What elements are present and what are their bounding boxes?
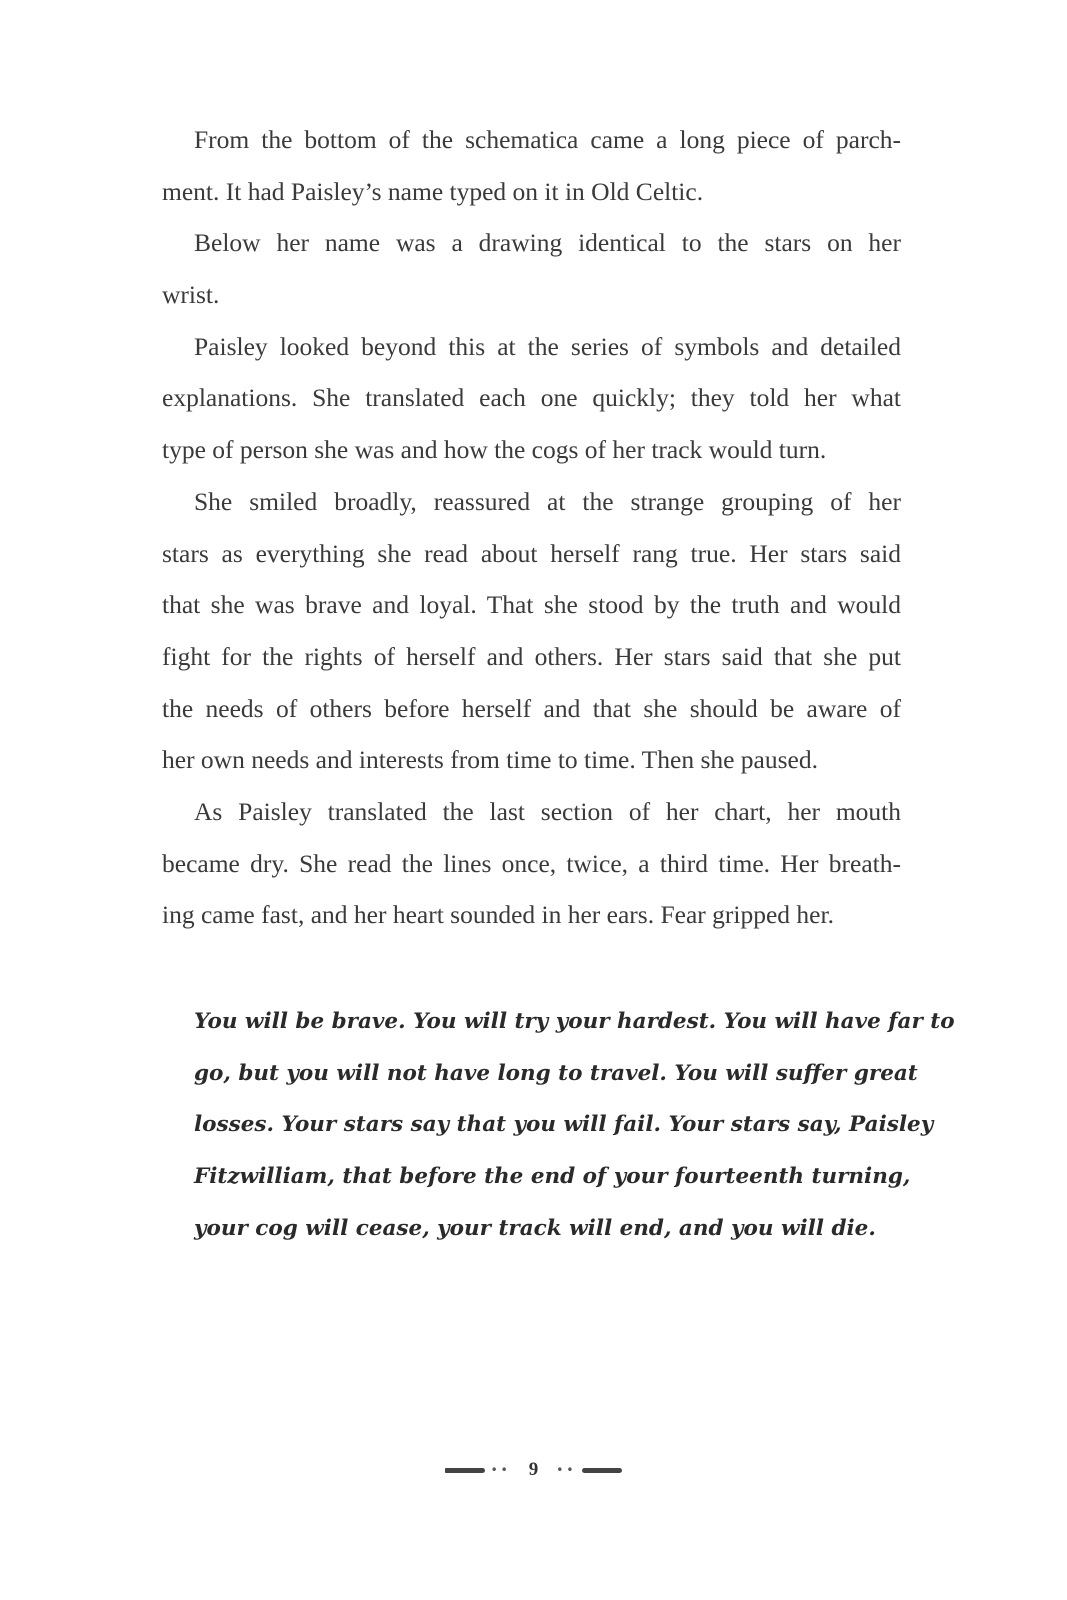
folio-ornament-right — [582, 1468, 622, 1473]
page-folio — [0, 1455, 1067, 1485]
text-line: Paisley looked beyond this at the series of symbols and detailed — [194, 331, 901, 361]
text-line: ing came fast, and her heart sounded in her ears. Fear gripped her. — [162, 900, 834, 930]
prophecy-line: losses. Your stars say that you will fail. Your stars say, Paisley — [194, 1112, 934, 1138]
text-line: As Paisley translated the last section of her chart, her mouth — [194, 796, 901, 826]
text-line: the needs of others before herself and that she should be aware of — [162, 693, 901, 723]
prophecy-passage — [194, 996, 955, 1254]
text-line: She smiled broadly, reassured at the strange grouping of her — [194, 486, 901, 516]
prophecy-line: your cog will cease, your track will end, and you will die. — [194, 1215, 876, 1241]
text-line: wrist. — [162, 280, 220, 310]
text-line: Below her name was a drawing identical to the stars on her — [194, 228, 901, 258]
text-line: stars as everything she read about herself rang true. Her stars said — [162, 538, 901, 568]
text-line: From the bottom of the schematica came a long piece of parch- — [194, 125, 901, 154]
text-line: fight for the rights of herself and others. Her stars said that she put — [162, 641, 901, 671]
text-line: type of person she was and how the cogs of her track would turn. — [162, 435, 827, 465]
prophecy-line: Fitzwilliam, that before the end of your fourteenth turning, — [194, 1164, 911, 1190]
folio-ornament-left — [445, 1468, 485, 1473]
text-line: explanations. She translated each one quickly; they told her what — [162, 383, 901, 413]
body-text — [162, 114, 901, 941]
folio-dots-right: •• — [556, 1463, 577, 1477]
prophecy-line: go, but you will not have long to travel. You will suffer great — [194, 1060, 918, 1086]
text-line: that she was brave and loyal. That she stood by the truth and would — [162, 590, 901, 620]
folio-dots-left: •• — [490, 1463, 511, 1477]
text-line: her own needs and interests from time to time. Then she paused. — [162, 745, 818, 775]
page-number: 9 — [528, 1459, 539, 1480]
text-line: ment. It had Paisley’s name typed on it in Old Celtic. — [162, 176, 704, 206]
prophecy-line: You will be brave. You will try your hardest. You will have far to — [194, 1009, 955, 1034]
text-line: became dry. She read the lines once, twice, a third time. Her breath- — [162, 848, 901, 878]
